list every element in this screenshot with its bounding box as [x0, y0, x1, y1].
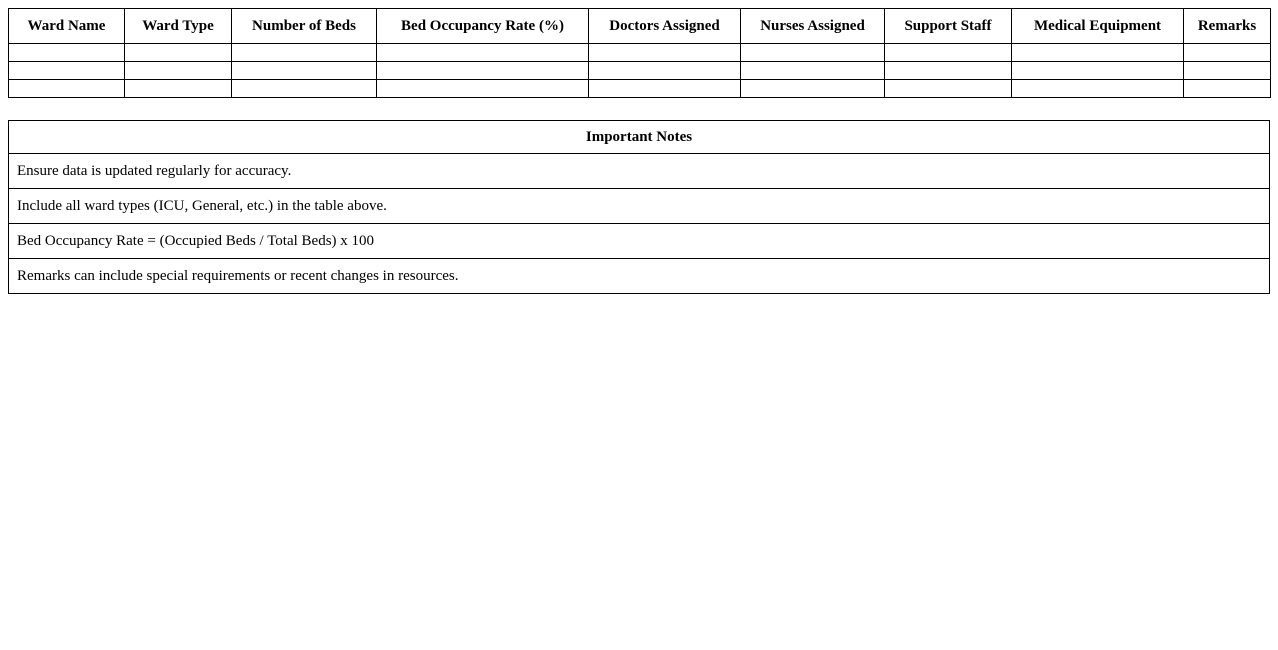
column-header-number-of-beds: Number of Beds — [232, 9, 377, 44]
cell-remarks[interactable] — [1184, 80, 1271, 98]
cell-ward-type[interactable] — [125, 44, 232, 62]
column-header-doctors-assigned: Doctors Assigned — [589, 9, 741, 44]
cell-medical-equipment[interactable] — [1012, 44, 1184, 62]
cell-doctors-assigned[interactable] — [589, 80, 741, 98]
note-item[interactable]: Ensure data is updated regularly for accuracy. — [9, 154, 1270, 189]
cell-doctors-assigned[interactable] — [589, 62, 741, 80]
column-header-remarks: Remarks — [1184, 9, 1271, 44]
cell-ward-type[interactable] — [125, 80, 232, 98]
cell-remarks[interactable] — [1184, 44, 1271, 62]
notes-header-row — [9, 121, 1270, 154]
cell-bed-occupancy-rate[interactable] — [377, 62, 589, 80]
column-header-ward-type: Ward Type — [125, 9, 232, 44]
column-header-support-staff: Support Staff — [885, 9, 1012, 44]
table-header-row — [9, 9, 1271, 44]
note-item[interactable]: Include all ward types (ICU, General, etc.) in the table above. — [9, 189, 1270, 224]
cell-ward-type[interactable] — [125, 62, 232, 80]
notes-title: Important Notes — [9, 121, 1270, 154]
table-row — [9, 44, 1271, 62]
column-header-ward-name: Ward Name — [9, 9, 125, 44]
cell-support-staff[interactable] — [885, 44, 1012, 62]
column-header-medical-equipment: Medical Equipment — [1012, 9, 1184, 44]
notes-row — [9, 189, 1270, 224]
note-item[interactable]: Remarks can include special requirements or recent changes in resources. — [9, 259, 1270, 294]
cell-medical-equipment[interactable] — [1012, 80, 1184, 98]
cell-ward-name[interactable] — [9, 44, 125, 62]
notes-row — [9, 224, 1270, 259]
table-row — [9, 62, 1271, 80]
ward-resources-table — [8, 8, 1271, 98]
cell-support-staff[interactable] — [885, 62, 1012, 80]
cell-bed-occupancy-rate[interactable] — [377, 80, 589, 98]
cell-nurses-assigned[interactable] — [741, 44, 885, 62]
column-header-nurses-assigned: Nurses Assigned — [741, 9, 885, 44]
cell-number-of-beds[interactable] — [232, 80, 377, 98]
column-header-bed-occupancy-rate: Bed Occupancy Rate (%) — [377, 9, 589, 44]
important-notes-table — [8, 120, 1270, 294]
cell-number-of-beds[interactable] — [232, 62, 377, 80]
notes-row — [9, 154, 1270, 189]
cell-ward-name[interactable] — [9, 62, 125, 80]
cell-bed-occupancy-rate[interactable] — [377, 44, 589, 62]
cell-nurses-assigned[interactable] — [741, 62, 885, 80]
cell-number-of-beds[interactable] — [232, 44, 377, 62]
table-row — [9, 80, 1271, 98]
cell-ward-name[interactable] — [9, 80, 125, 98]
cell-doctors-assigned[interactable] — [589, 44, 741, 62]
cell-remarks[interactable] — [1184, 62, 1271, 80]
cell-nurses-assigned[interactable] — [741, 80, 885, 98]
cell-support-staff[interactable] — [885, 80, 1012, 98]
cell-medical-equipment[interactable] — [1012, 62, 1184, 80]
notes-row — [9, 259, 1270, 294]
note-item[interactable]: Bed Occupancy Rate = (Occupied Beds / Total Beds) x 100 — [9, 224, 1270, 259]
table-gap-divider — [8, 98, 1270, 120]
